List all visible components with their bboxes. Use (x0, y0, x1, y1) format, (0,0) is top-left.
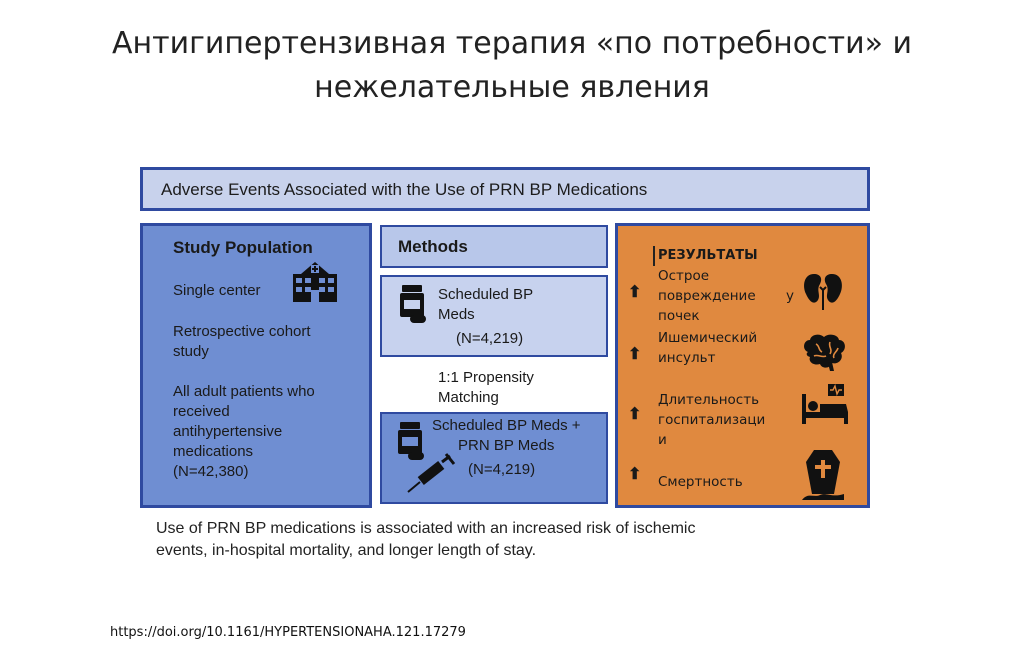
scheduled-n: (N=4,219) (456, 330, 524, 347)
result-line: и (658, 432, 667, 448)
study-population-panel (140, 223, 372, 508)
kidney-icon (800, 270, 846, 312)
matching-line: Matching (438, 389, 499, 406)
result-line: Ишемический (658, 330, 758, 346)
brain-icon (800, 332, 848, 372)
abstract-header-text: Adverse Events Associated with the Use of PRN BP Medications (161, 180, 648, 199)
increase-arrow-icon: ⬆ (628, 466, 642, 483)
results-title: РЕЗУЛЬТАТЫ (658, 248, 758, 263)
title-line-1: Антигипертензивная терапия «по потребности» и (112, 26, 912, 61)
increase-arrow-icon: ⬆ (628, 406, 642, 423)
prn-n: (N=4,219) (468, 461, 536, 478)
scheduled-label-line: Meds (438, 306, 475, 323)
population-line: All adult patients who (173, 383, 315, 400)
result-line: госпитализаци (658, 412, 766, 428)
result-line: инсульт (658, 350, 716, 366)
prn-label-line: PRN BP Meds (458, 437, 555, 454)
methods-title: Methods (398, 237, 468, 256)
doi-reference: https://doi.org/10.1161/HYPERTENSIONAHA.121.17279 (110, 625, 466, 640)
result-overlap-text: у (786, 288, 794, 304)
population-line: (N=42,380) (173, 463, 249, 480)
abstract-header (140, 167, 870, 211)
summary-line: events, in-hospital mortality, and longer length of stay. (156, 542, 537, 559)
population-line: received (173, 403, 230, 420)
result-line: почек (658, 308, 700, 324)
coffin-icon (800, 448, 846, 502)
population-line: study (173, 343, 209, 360)
hospital-bed-icon (800, 382, 852, 426)
title-line-2: нежелательные явления (314, 70, 710, 105)
result-line: Острое (658, 268, 710, 284)
methods-title-box (380, 225, 608, 268)
slide-title (0, 22, 1024, 110)
summary-text (156, 518, 856, 562)
results-divider (653, 246, 655, 266)
population-line: Retrospective cohort (173, 323, 311, 340)
population-line: Single center (173, 282, 261, 299)
prn-meds-box (380, 412, 608, 504)
increase-arrow-icon: ⬆ (628, 284, 642, 301)
pill-bottle-icon (398, 283, 428, 325)
study-population-title: Study Population (173, 238, 313, 257)
hospital-building-icon (287, 256, 343, 304)
result-line: Длительность (658, 392, 760, 408)
result-line: Смертность (658, 474, 743, 490)
population-line: antihypertensive (173, 423, 283, 440)
scheduled-meds-box (380, 275, 608, 357)
summary-line: Use of PRN BP medications is associated with an increased risk of ischemic (156, 520, 696, 537)
matching-line: 1:1 Propensity (438, 369, 534, 386)
results-panel (615, 223, 870, 508)
syringe-icon (404, 452, 460, 496)
increase-arrow-icon: ⬆ (628, 346, 642, 363)
scheduled-label-line: Scheduled BP (438, 286, 534, 303)
result-line: повреждение (658, 288, 756, 304)
population-line: medications (173, 443, 254, 460)
prn-label-line: Scheduled BP Meds + (432, 417, 581, 434)
